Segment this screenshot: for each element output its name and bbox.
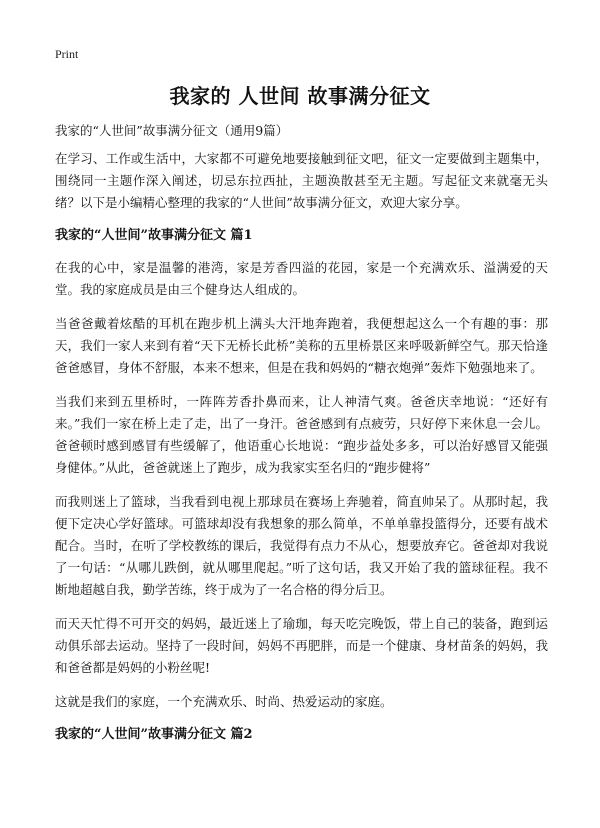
document-subtitle: 我家的“人世间”故事满分征文（通用9篇） [55, 123, 289, 138]
intro-paragraph: 在学习、工作或生活中，大家都不可避免地要接触到征文吧，征文一定要做到主题集中，围绕同一主题作深入阐述，切忌东拉西扯，主题涣散甚至无主题。写起征文来就毫无头绪？以下是小编精心整理的我家的“人世间”故事满分征文，欢迎大家分享。 [55, 151, 548, 210]
section1-paragraph: 而天天忙得不可开交的妈妈，最近迷上了瑜珈，每天吃完晚饭，带上自己的装备，跑到运动俱乐部去运动。坚持了一段时间，妈妈不再肥胖，而是一个健康、身材苗条的妈妈，我和爸爸都是妈妈的小粉丝呢! [55, 616, 548, 675]
section1-paragraph: 当我们来到五里桥时，一阵阵芳香扑鼻而来，让人神清气爽。爸爸庆幸地说：“还好有来。”我们一家在桥上走了走，出了一身汗。爸爸感到有点疲劳，只好停下来休息一会儿。爸爸顿时感到感冒有些缓解了，他语重心长地说：“跑步益处多多，可以治好感冒又能强身健体。”从此，爸爸就迷上了跑步，成为我家实至名归的“跑步健将” [55, 394, 548, 475]
print-label: Print [55, 47, 79, 61]
document-title: 我家的 人世间 故事满分征文 [169, 84, 431, 108]
section1-paragraph: 当爸爸戴着炫酷的耳机在跑步机上满头大汗地奔跑着，我便想起这么一个有趣的事：那天，我们一家人来到有着“天下无桥长此桥”美称的五里桥景区来呼吸新鲜空气。那天恰逢爸爸感冒，身体不舒服，本来不想来，但是在我和妈妈的“糖衣炮弹”轰炸下勉强地来了。 [55, 316, 548, 375]
document-content [55, 148, 548, 756]
section-heading-1: 我家的“人世间”故事满分征文 篇1 [55, 228, 253, 243]
section1-paragraph: 而我则迷上了篮球，当我看到电视上那球员在赛场上奔驰着，简直帅呆了。从那时起，我便下定决心学好篮球。可篮球却没有我想象的那么简单，不单单靠投篮得分，还要有战术配合。当时，在听了学校教练的课后，我觉得有点力不从心，想要放弃它。爸爸却对我说了一句话：“从哪儿跌倒，就从哪里爬起。”听了这句话，我又开始了我的篮球征程。我不断地超越自我，勤学苦练，终于成为了一名合格的得分后卫。 [55, 494, 548, 597]
section-heading-2: 我家的“人世间”故事满分征文 篇2 [55, 727, 253, 742]
section1-paragraph: 在我的心中，家是温馨的港湾，家是芳香四溢的花园，家是一个充满欢乐、溢满爱的天堂。我的家庭成员是由三个健身达人组成的。 [55, 260, 548, 297]
section1-paragraph: 这就是我们的家庭，一个充满欢乐、时尚、热爱运动的家庭。 [55, 694, 393, 709]
